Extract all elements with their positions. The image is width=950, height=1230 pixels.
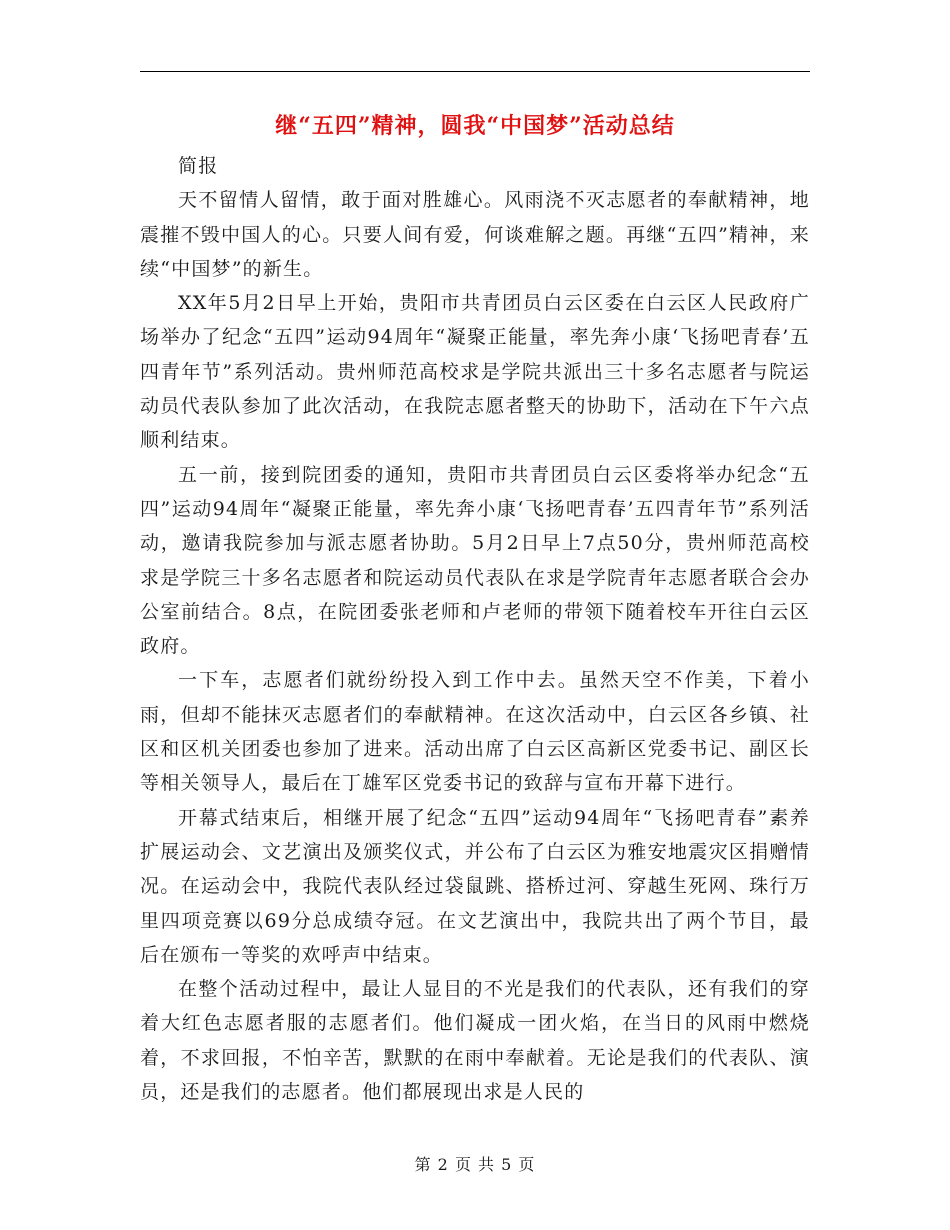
paragraph: 一下车，志愿者们就纷纷投入到工作中去。虽然天空不作美，下着小雨，但却不能抹灭志愿者们的奉献精神。在这次活动中，白云区各乡镇、社区和区机关团委也参加了进来。活动出席了白云区高新区党委书记、副区长等相关领导人，最后在丁雄军区党委书记的致辞与宣布开幕下进行。 (140, 669, 810, 795)
header-rule (140, 71, 810, 72)
paragraph: 开幕式结束后，相继开展了纪念“五四”运动94周年“飞扬吧青春”素养扩展运动会、文艺演出及颁奖仪式，并公布了白云区为雅安地震灾区捐赠情况。在运动会中，我院代表队经过袋鼠跳、搭桥过河、穿越生死网、珠行万里四项竞赛以69分总成绩夺冠。在文艺演出中，我院共出了两个节目，最后在颁布一等奖的欢呼声中结束。 (140, 806, 810, 966)
paragraph: 五一前，接到院团委的通知，贵阳市共青团员白云区委将举办纪念“五四”运动94周年“凝聚正能量，率先奔小康‘飞扬吧青春’五四青年节”系列活动，邀请我院参加与派志愿者协助。5月2日早上7点50分，贵州师范高校求是学院三十多名志愿者和院运动员代表队在求是学院青年志愿者联合会办公室前结合。8点，在院团委张老师和卢老师的带领下随着校车开往白云区政府。 (140, 463, 810, 658)
document-body (140, 149, 810, 1109)
paragraph: 在整个活动过程中，最让人显目的不光是我们的代表队，还有我们的穿着大红色志愿者服的志愿者们。他们凝成一团火焰，在当日的风雨中燃烧着，不求回报，不怕辛苦，默默的在雨中奉献着。无论是我们的代表队、演员，还是我们的志愿者。他们都展现出求是人民的 (140, 978, 810, 1104)
paragraph: 天不留情人留情，敢于面对胜雄心。风雨浇不灭志愿者的奉献精神，地震摧不毁中国人的心。只要人间有爱，何谈难解之题。再继“五四”精神，来续“中国梦”的新生。 (140, 189, 810, 280)
paragraph-label: 简报 (178, 155, 219, 177)
page-footer: 第 2 页 共 5 页 (414, 1155, 536, 1174)
document-title: 继“五四”精神，圆我“中国梦”活动总结 (275, 113, 675, 139)
paragraph: XX年5月2日早上开始，贵阳市共青团员白云区委在白云区人民政府广场举办了纪念“五四”运动94周年“凝聚正能量，率先奔小康‘飞扬吧青春’五四青年节”系列活动。贵州师范高校求是学院共派出三十多名志愿者与院运动员代表队参加了此次活动，在我院志愿者整天的协助下，活动在下午六点顺利结束。 (140, 292, 810, 452)
